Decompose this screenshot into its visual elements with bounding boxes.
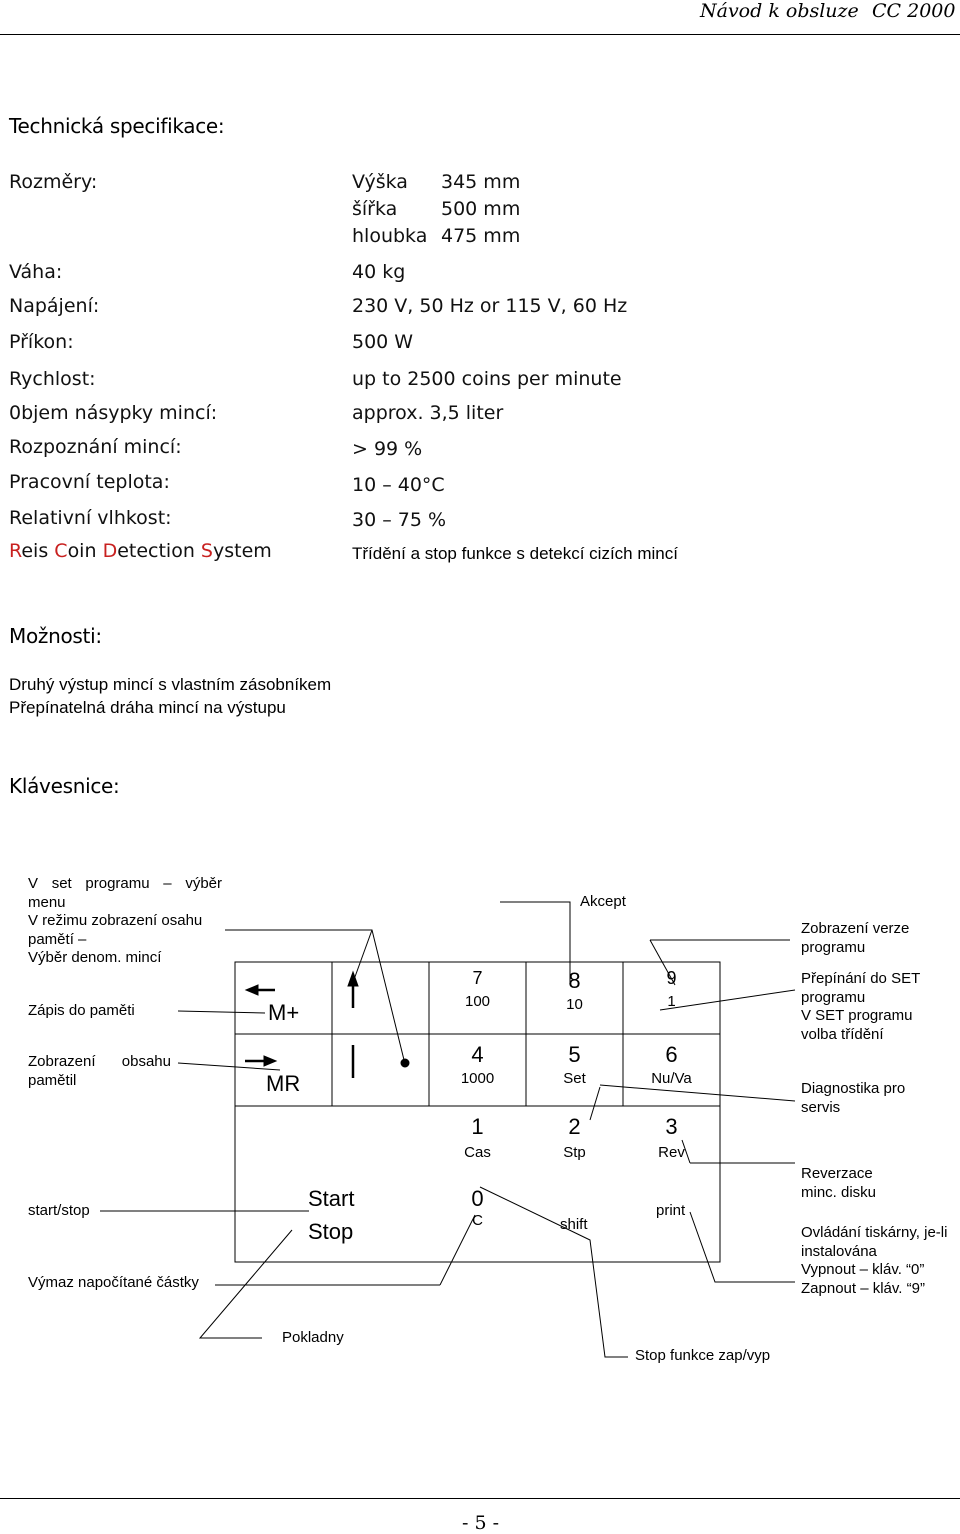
annotation-set-menu: V set programu – výběr menu V režimu zobrazení osahu pamětí – Výběr denom. mincí — [28, 875, 222, 966]
option-item: Druhý výstup mincí s vlastním zásobníkem — [9, 675, 332, 694]
spec-label-dimensions: Rozměry: — [9, 171, 98, 193]
spec-label-speed: Rychlost: — [9, 368, 96, 390]
key-0[interactable]: 0 C — [471, 1186, 484, 1229]
spec-label-power: Příkon: — [9, 331, 74, 353]
spec-label-weight: Váha: — [9, 261, 63, 283]
dim-height-label: Výška — [352, 171, 408, 193]
annotation-memory-write: Zápis do paměti — [28, 1002, 135, 1019]
annotation-memory-show: Zobrazení obsahu pamětil — [28, 1053, 171, 1089]
spec-value-temperature: 10 – 40°C — [352, 474, 445, 496]
key-5[interactable]: 5 Set — [563, 1042, 586, 1087]
key-3[interactable]: 3 Rev — [658, 1114, 685, 1161]
pointer-pokladny — [200, 1230, 292, 1338]
annotation-start-stop: start/stop — [28, 1202, 90, 1219]
keyboard-heading: Klávesnice: — [9, 774, 120, 798]
pointer-memory-write — [178, 1011, 265, 1013]
key-2[interactable]: 2 Stp — [563, 1114, 586, 1161]
dim-depth-value: 475 mm — [441, 225, 521, 247]
key-9[interactable]: 9 1 — [666, 968, 677, 1010]
manual-title: Návod k obsluze — [700, 0, 859, 22]
spec-label-humidity: Relativní vlhkost: — [9, 507, 172, 529]
spec-value-power-supply: 230 V, 50 Hz or 115 V, 60 Hz — [352, 295, 628, 317]
spec-label-temperature: Pracovní teplota: — [9, 471, 170, 493]
annotation-printer: Ovládání tiskárny, je-li instalována Vypnout – kláv. “0” Zapnout – kláv. “9” — [801, 1224, 948, 1297]
annotation-version: Zobrazení verze programu — [801, 920, 910, 956]
key-shift[interactable]: shift — [560, 1216, 588, 1233]
dim-width-label: šířka — [352, 198, 398, 220]
key-stop[interactable]: Stop — [308, 1219, 354, 1244]
key-6[interactable]: 6 Nu/Va — [651, 1042, 692, 1087]
dim-height-value: 345 mm — [441, 171, 521, 193]
option-item: Přepínatelná dráha mincí na výstupu — [9, 698, 286, 717]
key-1[interactable]: 1 Cas — [464, 1114, 491, 1161]
model-name: CC 2000 — [872, 0, 956, 22]
spec-label-rcds: Reis Coin Detection System — [9, 540, 272, 562]
annotation-set-switch: Přepínání do SET programu V SET programu volba třídění — [801, 970, 921, 1043]
spec-label-hopper: 0bjem násypky mincí: — [9, 402, 218, 424]
spec-value-weight: 40 kg — [352, 261, 406, 283]
spec-label-power-supply: Napájení: — [9, 295, 100, 317]
spec-value-speed: up to 2500 coins per minute — [352, 368, 622, 390]
key-4[interactable]: 4 1000 — [460, 1042, 495, 1087]
annotation-clear-partial: Výmaz napočítané částky — [28, 1274, 199, 1291]
annotation-diagnostics: Diagnostika pro servis — [801, 1080, 906, 1116]
key-start[interactable]: Start — [308, 1186, 355, 1211]
spec-heading: Technická specifikace: — [9, 114, 225, 138]
options-heading: Možnosti: — [9, 624, 102, 648]
annotation-stop-function: Stop funkce zap/vyp — [635, 1347, 771, 1364]
key-mr[interactable]: MR — [266, 1071, 301, 1096]
annotation-pokladny: Pokladny — [282, 1329, 344, 1346]
annotation-reverse: Reverzace minc. disku — [801, 1165, 877, 1201]
pointer-printer — [690, 1212, 795, 1282]
dim-width-value: 500 mm — [441, 198, 521, 220]
page-number: - 5 - — [462, 1512, 500, 1534]
annotation-accept: Akcept — [580, 893, 626, 910]
dim-depth-label: hloubka — [352, 225, 428, 247]
spec-value-hopper: approx. 3,5 liter — [352, 402, 504, 424]
key-8[interactable]: 8 10 — [566, 968, 583, 1013]
spec-value-power: 500 W — [352, 331, 414, 353]
spec-value-recognition: > 99 % — [352, 438, 423, 460]
key-7[interactable]: 7 100 — [464, 968, 491, 1010]
key-print[interactable]: print — [656, 1202, 686, 1219]
pointer-set-menu — [225, 930, 405, 1064]
key-m-plus[interactable]: M+ — [268, 1000, 300, 1025]
spec-label-recognition: Rozpoznání mincí: — [9, 436, 182, 458]
spec-value-humidity: 30 – 75 % — [352, 509, 447, 531]
spec-value-rcds: Třídění a stop funkce s detekcí cizích mincí — [352, 544, 678, 563]
footer-rule — [0, 1498, 960, 1499]
